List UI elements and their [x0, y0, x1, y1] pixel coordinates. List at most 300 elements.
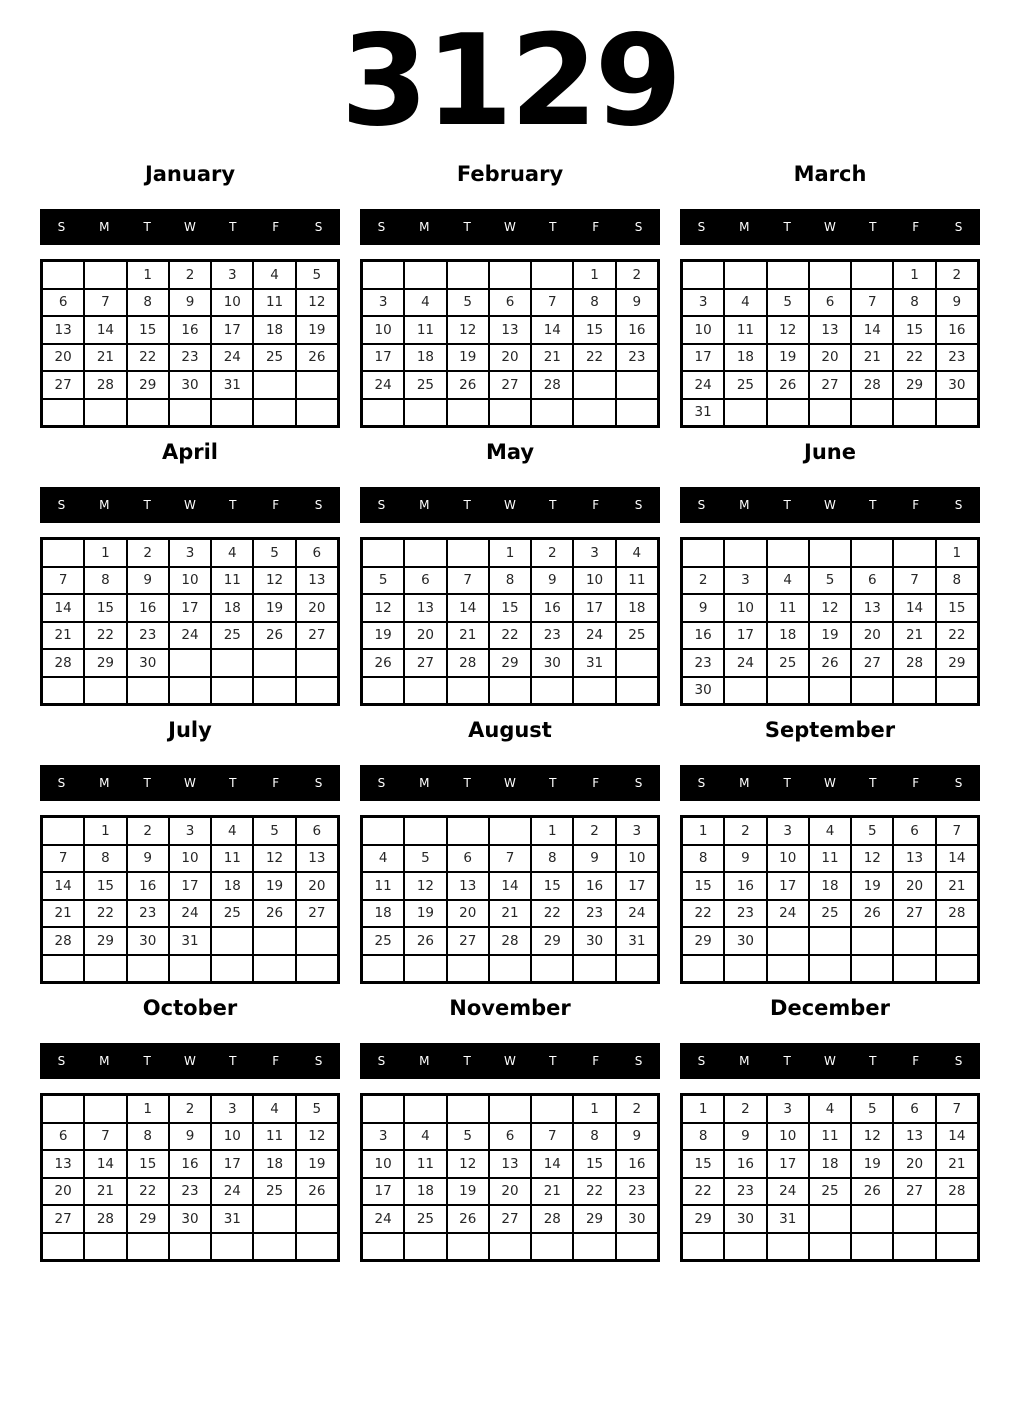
- day-cell: 13: [42, 316, 84, 344]
- day-cell: 27: [489, 371, 531, 399]
- day-cell: 6: [42, 289, 84, 317]
- month-day-grid: [360, 815, 660, 984]
- weekday-header-cell: S: [634, 776, 643, 790]
- day-cell: [616, 371, 658, 399]
- day-cell: 25: [211, 900, 253, 928]
- day-cell: 11: [724, 316, 766, 344]
- day-cell: 11: [809, 845, 851, 873]
- day-cell: 8: [573, 289, 615, 317]
- day-cell: 17: [362, 1178, 404, 1206]
- weekday-header-cell: T: [869, 776, 877, 790]
- weekday-header-cell: W: [824, 498, 836, 512]
- day-cell: [489, 817, 531, 845]
- month-block: [360, 716, 660, 994]
- day-cell: [404, 955, 446, 983]
- day-cell: 21: [84, 344, 126, 372]
- day-cell: [767, 927, 809, 955]
- day-cell: 22: [936, 622, 978, 650]
- day-cell: [296, 1233, 338, 1261]
- month-block: [40, 438, 340, 716]
- day-cell: 26: [447, 1205, 489, 1233]
- day-cell: 19: [296, 316, 338, 344]
- day-cell: 3: [767, 1095, 809, 1123]
- day-cell: 6: [296, 539, 338, 567]
- weekday-header-cell: M: [739, 220, 750, 234]
- day-cell: 11: [362, 872, 404, 900]
- day-cell: 29: [936, 649, 978, 677]
- day-cell: 5: [767, 289, 809, 317]
- day-cell: 23: [724, 900, 766, 928]
- weekday-header-cell: T: [463, 220, 471, 234]
- day-cell: [724, 1233, 766, 1261]
- weekday-header-cell: W: [184, 220, 196, 234]
- day-cell: [724, 677, 766, 705]
- day-cell: 31: [169, 927, 211, 955]
- day-cell: [404, 677, 446, 705]
- weekday-header-cell: T: [463, 776, 471, 790]
- weekday-header-cell: T: [869, 1054, 877, 1068]
- weekday-header-cell: S: [57, 776, 66, 790]
- day-cell: [851, 261, 893, 289]
- day-cell: 8: [84, 567, 126, 595]
- day-cell: 5: [851, 817, 893, 845]
- weekday-header-cell: T: [229, 498, 237, 512]
- day-cell: 17: [169, 594, 211, 622]
- day-cell: [489, 1233, 531, 1261]
- day-cell: [936, 399, 978, 427]
- day-cell: 8: [893, 289, 935, 317]
- day-cell: [296, 677, 338, 705]
- day-cell: 19: [809, 622, 851, 650]
- day-cell: 12: [851, 1123, 893, 1151]
- day-cell: [169, 955, 211, 983]
- day-cell: 12: [404, 872, 446, 900]
- day-cell: 13: [851, 594, 893, 622]
- day-cell: [809, 955, 851, 983]
- day-cell: [767, 955, 809, 983]
- day-cell: 24: [767, 1178, 809, 1206]
- day-cell: 9: [936, 289, 978, 317]
- day-cell: 12: [447, 1150, 489, 1178]
- day-cell: [169, 399, 211, 427]
- day-cell: 31: [211, 371, 253, 399]
- day-cell: 3: [573, 539, 615, 567]
- weekday-header-row: [680, 487, 980, 523]
- day-cell: 9: [724, 845, 766, 873]
- day-cell: [296, 371, 338, 399]
- day-cell: 10: [767, 845, 809, 873]
- day-cell: 30: [616, 1205, 658, 1233]
- day-cell: [127, 677, 169, 705]
- day-cell: 5: [809, 567, 851, 595]
- day-cell: 9: [616, 289, 658, 317]
- day-cell: [211, 955, 253, 983]
- day-cell: [169, 649, 211, 677]
- day-cell: 27: [296, 622, 338, 650]
- day-cell: 21: [893, 622, 935, 650]
- day-cell: [809, 261, 851, 289]
- weekday-header-cell: M: [739, 776, 750, 790]
- day-cell: 16: [724, 1150, 766, 1178]
- day-cell: 26: [296, 344, 338, 372]
- day-cell: 20: [42, 1178, 84, 1206]
- day-cell: 7: [84, 289, 126, 317]
- day-cell: [531, 1095, 573, 1123]
- day-cell: 4: [809, 817, 851, 845]
- day-cell: 12: [296, 1123, 338, 1151]
- day-cell: 22: [84, 622, 126, 650]
- day-cell: 5: [851, 1095, 893, 1123]
- day-cell: [893, 399, 935, 427]
- day-cell: 4: [767, 567, 809, 595]
- day-cell: 1: [127, 1095, 169, 1123]
- day-cell: [42, 261, 84, 289]
- weekday-header-cell: T: [869, 220, 877, 234]
- day-cell: 13: [296, 845, 338, 873]
- day-cell: 26: [447, 371, 489, 399]
- weekday-header-cell: F: [592, 220, 600, 234]
- day-cell: [447, 1095, 489, 1123]
- day-cell: 15: [489, 594, 531, 622]
- day-cell: 18: [211, 872, 253, 900]
- day-cell: 2: [127, 539, 169, 567]
- weekday-header-cell: M: [419, 220, 430, 234]
- day-cell: 14: [42, 872, 84, 900]
- day-cell: [169, 1233, 211, 1261]
- day-cell: 15: [682, 872, 724, 900]
- weekday-header-cell: F: [272, 776, 280, 790]
- day-cell: 23: [616, 1178, 658, 1206]
- day-cell: 24: [169, 900, 211, 928]
- day-cell: [42, 539, 84, 567]
- day-cell: 16: [616, 1150, 658, 1178]
- day-cell: 26: [296, 1178, 338, 1206]
- day-cell: 17: [616, 872, 658, 900]
- weekday-header-cell: F: [592, 498, 600, 512]
- day-cell: 10: [682, 316, 724, 344]
- day-cell: 27: [851, 649, 893, 677]
- month-block: [680, 994, 980, 1272]
- day-cell: [211, 927, 253, 955]
- weekday-header-cell: T: [143, 220, 151, 234]
- day-cell: 31: [767, 1205, 809, 1233]
- month-day-grid: [680, 259, 980, 428]
- day-cell: [809, 1205, 851, 1233]
- day-cell: 29: [489, 649, 531, 677]
- day-cell: [84, 955, 126, 983]
- month-day-grid: [360, 259, 660, 428]
- day-cell: 28: [531, 371, 573, 399]
- day-cell: 3: [682, 289, 724, 317]
- weekday-header-row: [40, 1043, 340, 1079]
- day-cell: 14: [447, 594, 489, 622]
- day-cell: 29: [84, 649, 126, 677]
- month-block: [360, 994, 660, 1272]
- day-cell: 13: [489, 1150, 531, 1178]
- weekday-header-cell: F: [272, 220, 280, 234]
- day-cell: 30: [682, 677, 724, 705]
- day-cell: 4: [253, 1095, 295, 1123]
- day-cell: [851, 927, 893, 955]
- day-cell: 1: [573, 1095, 615, 1123]
- day-cell: [211, 1233, 253, 1261]
- day-cell: [531, 677, 573, 705]
- month-title: September: [764, 718, 896, 742]
- day-cell: 15: [84, 594, 126, 622]
- day-cell: 9: [724, 1123, 766, 1151]
- day-cell: 23: [936, 344, 978, 372]
- weekday-header-cell: T: [143, 498, 151, 512]
- day-cell: 29: [531, 927, 573, 955]
- day-cell: 5: [253, 817, 295, 845]
- day-cell: 18: [253, 316, 295, 344]
- weekday-header-cell: M: [419, 498, 430, 512]
- day-cell: 2: [573, 817, 615, 845]
- day-cell: [489, 261, 531, 289]
- weekday-header-cell: T: [229, 1054, 237, 1068]
- month-day-grid: [680, 537, 980, 706]
- weekday-header-cell: S: [697, 220, 706, 234]
- day-cell: [531, 1233, 573, 1261]
- day-cell: 24: [169, 622, 211, 650]
- weekday-header-cell: S: [377, 776, 386, 790]
- weekday-header-cell: M: [419, 776, 430, 790]
- day-cell: [84, 261, 126, 289]
- day-cell: 30: [936, 371, 978, 399]
- day-cell: 28: [936, 900, 978, 928]
- day-cell: 8: [489, 567, 531, 595]
- day-cell: 6: [447, 845, 489, 873]
- day-cell: 3: [767, 817, 809, 845]
- day-cell: 20: [296, 594, 338, 622]
- day-cell: 20: [809, 344, 851, 372]
- day-cell: 12: [767, 316, 809, 344]
- day-cell: 15: [84, 872, 126, 900]
- day-cell: 6: [489, 1123, 531, 1151]
- day-cell: 29: [682, 927, 724, 955]
- day-cell: 3: [211, 1095, 253, 1123]
- day-cell: [616, 955, 658, 983]
- day-cell: 14: [84, 1150, 126, 1178]
- day-cell: [573, 399, 615, 427]
- day-cell: [809, 539, 851, 567]
- day-cell: 1: [84, 817, 126, 845]
- day-cell: 8: [84, 845, 126, 873]
- day-cell: [296, 649, 338, 677]
- day-cell: 5: [253, 539, 295, 567]
- day-cell: 28: [893, 649, 935, 677]
- day-cell: 31: [616, 927, 658, 955]
- day-cell: [682, 539, 724, 567]
- day-cell: 5: [404, 845, 446, 873]
- day-cell: 30: [127, 649, 169, 677]
- day-cell: 11: [253, 289, 295, 317]
- day-cell: 19: [296, 1150, 338, 1178]
- day-cell: [447, 677, 489, 705]
- day-cell: 17: [682, 344, 724, 372]
- day-cell: [42, 677, 84, 705]
- day-cell: 15: [893, 316, 935, 344]
- day-cell: 19: [851, 872, 893, 900]
- weekday-header-cell: W: [184, 776, 196, 790]
- day-cell: 11: [616, 567, 658, 595]
- day-cell: 14: [489, 872, 531, 900]
- day-cell: 30: [531, 649, 573, 677]
- day-cell: [84, 1095, 126, 1123]
- day-cell: 13: [893, 1123, 935, 1151]
- day-cell: 21: [851, 344, 893, 372]
- day-cell: [893, 539, 935, 567]
- day-cell: [404, 539, 446, 567]
- weekday-header-cell: F: [912, 776, 920, 790]
- day-cell: [42, 817, 84, 845]
- day-cell: 17: [211, 316, 253, 344]
- day-cell: 26: [809, 649, 851, 677]
- day-cell: 18: [767, 622, 809, 650]
- day-cell: 5: [447, 289, 489, 317]
- day-cell: 10: [724, 594, 766, 622]
- day-cell: 3: [211, 261, 253, 289]
- day-cell: 3: [724, 567, 766, 595]
- day-cell: [447, 539, 489, 567]
- day-cell: 20: [489, 1178, 531, 1206]
- day-cell: [42, 955, 84, 983]
- weekday-header-cell: S: [954, 1054, 963, 1068]
- day-cell: 17: [767, 872, 809, 900]
- day-cell: 25: [211, 622, 253, 650]
- month-block: [40, 716, 340, 994]
- day-cell: 4: [404, 1123, 446, 1151]
- day-cell: [362, 539, 404, 567]
- weekday-header-cell: T: [783, 1054, 791, 1068]
- day-cell: [362, 677, 404, 705]
- day-cell: 27: [42, 371, 84, 399]
- day-cell: 19: [851, 1150, 893, 1178]
- day-cell: [616, 1233, 658, 1261]
- month-day-grid: [40, 815, 340, 984]
- day-cell: 20: [447, 900, 489, 928]
- day-cell: 25: [809, 1178, 851, 1206]
- month-title: February: [456, 162, 564, 186]
- month-block: [360, 438, 660, 716]
- day-cell: 14: [936, 1123, 978, 1151]
- day-cell: [893, 1233, 935, 1261]
- day-cell: 27: [893, 1178, 935, 1206]
- weekday-header-cell: W: [504, 498, 516, 512]
- day-cell: 10: [573, 567, 615, 595]
- day-cell: [296, 1205, 338, 1233]
- day-cell: 19: [362, 622, 404, 650]
- weekday-header-cell: T: [143, 1054, 151, 1068]
- day-cell: 29: [127, 1205, 169, 1233]
- day-cell: [573, 1233, 615, 1261]
- day-cell: 2: [169, 1095, 211, 1123]
- day-cell: 3: [169, 817, 211, 845]
- day-cell: 12: [253, 845, 295, 873]
- day-cell: 21: [936, 1150, 978, 1178]
- day-cell: 20: [42, 344, 84, 372]
- weekday-header-cell: T: [229, 220, 237, 234]
- day-cell: 21: [489, 900, 531, 928]
- weekday-header-cell: M: [99, 1054, 110, 1068]
- day-cell: 10: [362, 316, 404, 344]
- day-cell: [489, 399, 531, 427]
- day-cell: 6: [893, 817, 935, 845]
- day-cell: 7: [489, 845, 531, 873]
- day-cell: [851, 1233, 893, 1261]
- day-cell: 31: [573, 649, 615, 677]
- day-cell: 17: [169, 872, 211, 900]
- day-cell: 14: [851, 316, 893, 344]
- weekday-header-cell: S: [697, 498, 706, 512]
- day-cell: 19: [447, 344, 489, 372]
- day-cell: [531, 261, 573, 289]
- day-cell: 12: [253, 567, 295, 595]
- day-cell: [447, 261, 489, 289]
- day-cell: 6: [851, 567, 893, 595]
- day-cell: 10: [616, 845, 658, 873]
- day-cell: 28: [531, 1205, 573, 1233]
- day-cell: [42, 399, 84, 427]
- month-title: March: [793, 162, 867, 186]
- day-cell: [724, 261, 766, 289]
- weekday-header-cell: T: [869, 498, 877, 512]
- day-cell: [362, 817, 404, 845]
- weekday-header-row: [40, 765, 340, 801]
- day-cell: 8: [531, 845, 573, 873]
- day-cell: 3: [169, 539, 211, 567]
- day-cell: [447, 1233, 489, 1261]
- weekday-header-cell: S: [314, 1054, 323, 1068]
- day-cell: 30: [169, 371, 211, 399]
- day-cell: [447, 399, 489, 427]
- day-cell: 15: [531, 872, 573, 900]
- weekday-header-row: [360, 209, 660, 245]
- weekday-header-cell: S: [954, 220, 963, 234]
- month-block: [40, 160, 340, 438]
- day-cell: 23: [531, 622, 573, 650]
- day-cell: 19: [767, 344, 809, 372]
- weekday-header-cell: S: [954, 498, 963, 512]
- day-cell: [682, 261, 724, 289]
- day-cell: [767, 677, 809, 705]
- month-block: [680, 716, 980, 994]
- weekday-header-cell: W: [824, 776, 836, 790]
- day-cell: 24: [211, 344, 253, 372]
- day-cell: 23: [169, 1178, 211, 1206]
- month-day-grid: [40, 1093, 340, 1262]
- day-cell: 26: [767, 371, 809, 399]
- day-cell: 4: [211, 817, 253, 845]
- day-cell: 13: [404, 594, 446, 622]
- day-cell: 6: [404, 567, 446, 595]
- weekday-header-row: [360, 1043, 660, 1079]
- day-cell: 7: [447, 567, 489, 595]
- day-cell: 28: [84, 371, 126, 399]
- day-cell: 25: [404, 371, 446, 399]
- day-cell: [404, 1233, 446, 1261]
- day-cell: [767, 261, 809, 289]
- day-cell: 16: [936, 316, 978, 344]
- day-cell: 11: [767, 594, 809, 622]
- weekday-header-cell: T: [549, 776, 557, 790]
- day-cell: 1: [893, 261, 935, 289]
- day-cell: [404, 261, 446, 289]
- day-cell: 8: [127, 289, 169, 317]
- month-block: [40, 994, 340, 1272]
- day-cell: [253, 927, 295, 955]
- day-cell: 22: [489, 622, 531, 650]
